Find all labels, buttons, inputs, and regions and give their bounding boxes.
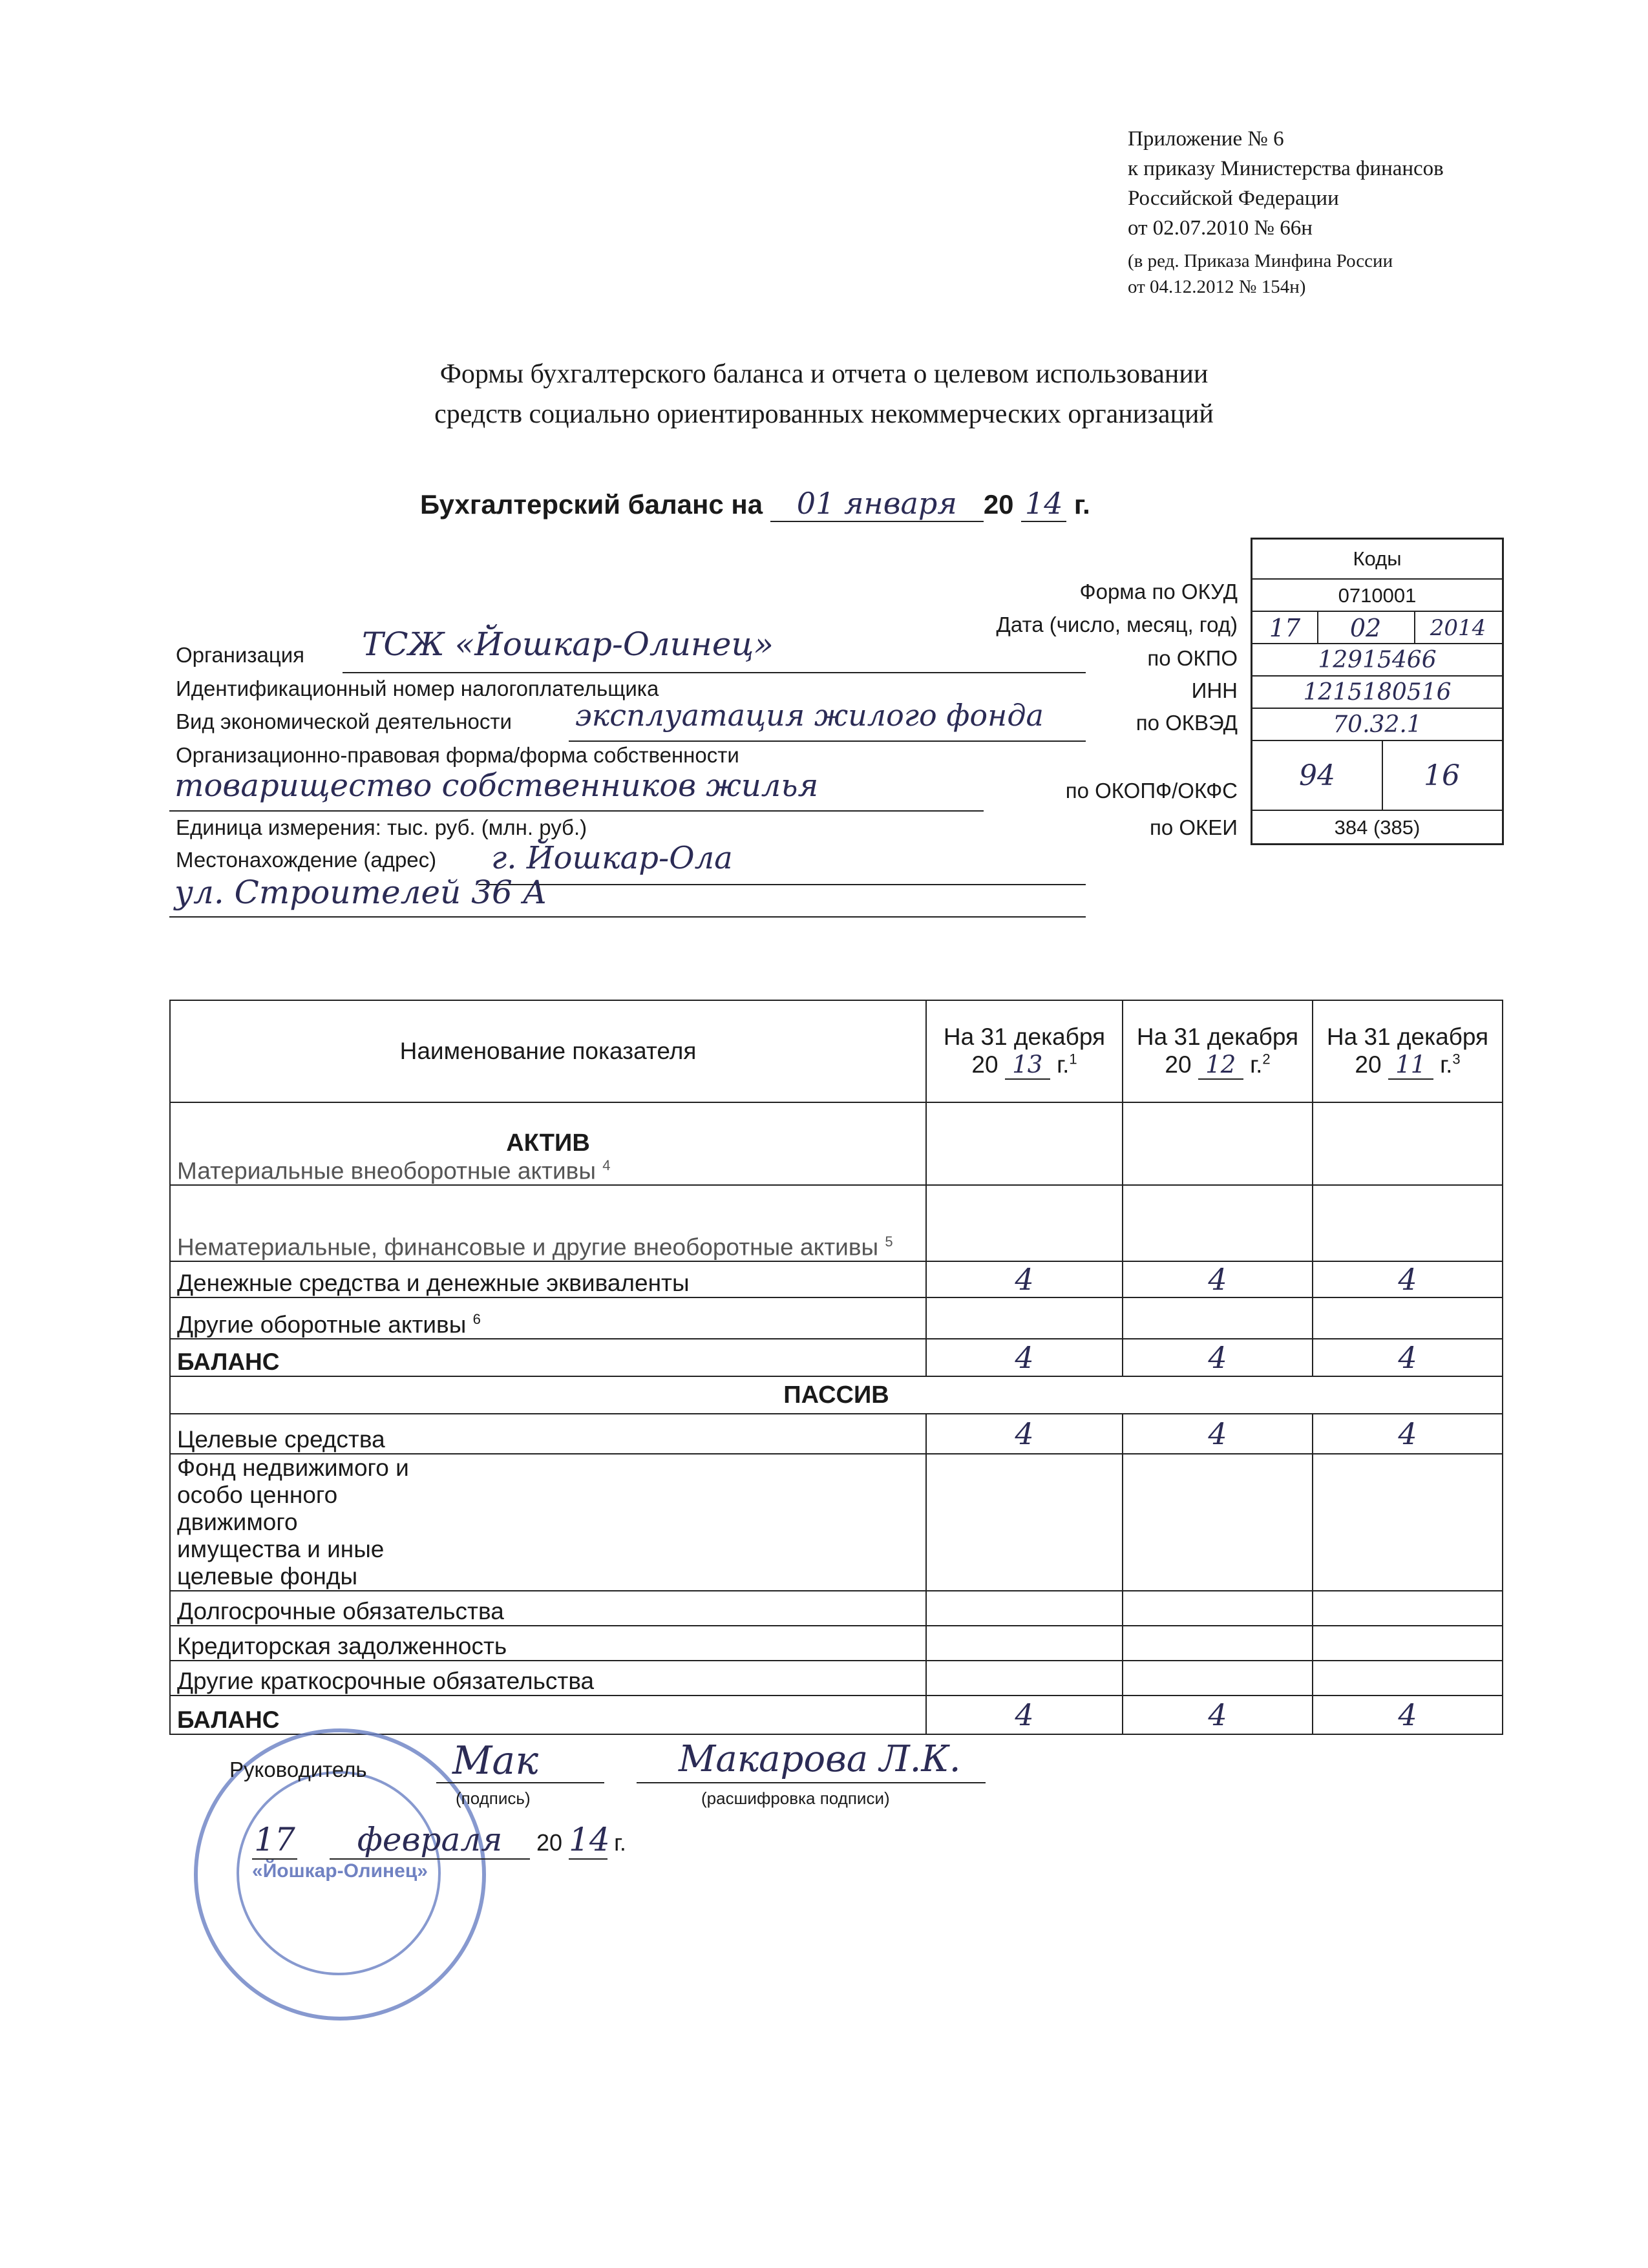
address-field-1[interactable]: г. Йошкар-Ола bbox=[491, 840, 733, 876]
value-cell[interactable] bbox=[926, 1626, 1123, 1661]
row-name: Долгосрочные обязательства bbox=[170, 1591, 926, 1626]
okved-field[interactable]: 70.32.1 bbox=[1252, 708, 1502, 741]
date-month-field[interactable]: 02 bbox=[1317, 612, 1415, 644]
activity-field[interactable]: эксплуатация жилого фонда bbox=[575, 698, 1044, 733]
form-title-line: Формы бухгалтерского баланса и отчета о целевом использовании bbox=[439, 359, 1209, 389]
value-cell[interactable]: 4 bbox=[926, 1261, 1123, 1297]
col-header-text: На 31 декабря bbox=[1136, 1023, 1299, 1050]
value-cell[interactable] bbox=[1313, 1626, 1503, 1661]
balance-table bbox=[169, 1000, 1503, 1735]
codes-box bbox=[1251, 538, 1504, 845]
value-cell[interactable] bbox=[1313, 1102, 1503, 1185]
value-cell[interactable]: 4 bbox=[1123, 1339, 1313, 1376]
year-prefix: 20 bbox=[983, 489, 1014, 520]
value-cell[interactable] bbox=[1313, 1661, 1503, 1696]
value-cell[interactable] bbox=[1123, 1102, 1313, 1185]
value-cell[interactable]: 4 bbox=[1123, 1696, 1313, 1734]
balance-year-field[interactable]: 14 bbox=[1021, 486, 1066, 522]
value-cell[interactable] bbox=[1123, 1591, 1313, 1626]
col-name-header: Наименование показателя bbox=[170, 1000, 926, 1102]
table-row bbox=[170, 1297, 1503, 1339]
year-suffix: г. bbox=[1073, 489, 1090, 520]
date-label: Дата (число, месяц, год) bbox=[996, 613, 1238, 636]
value-cell[interactable] bbox=[926, 1297, 1123, 1339]
value-cell[interactable] bbox=[1123, 1185, 1313, 1261]
sign-year-suffix: г. bbox=[614, 1829, 626, 1856]
appendix-line: (в ред. Приказа Минфина России bbox=[1128, 251, 1393, 271]
value-cell[interactable]: 4 bbox=[1123, 1261, 1313, 1297]
value-cell[interactable] bbox=[1313, 1297, 1503, 1339]
appendix-line: Приложение № 6 bbox=[1128, 127, 1284, 151]
org-label: Организация bbox=[176, 643, 305, 667]
value-cell[interactable] bbox=[926, 1102, 1123, 1185]
row-name: Нематериальные, финансовые и другие внеоборотные активы $^5$ bbox=[170, 1185, 926, 1261]
value-cell[interactable]: 4 bbox=[926, 1414, 1123, 1454]
signature-field[interactable]: Мак bbox=[452, 1738, 539, 1783]
sign-caption: (подпись) bbox=[456, 1789, 531, 1808]
okfs-field[interactable]: 16 bbox=[1424, 759, 1460, 792]
value-cell[interactable]: 4 bbox=[1313, 1339, 1503, 1376]
table-row bbox=[170, 1414, 1503, 1454]
date-code-row bbox=[1252, 611, 1502, 644]
value-cell[interactable] bbox=[1313, 1454, 1503, 1591]
value-cell[interactable] bbox=[926, 1454, 1123, 1591]
value-cell[interactable]: 4 bbox=[1123, 1414, 1313, 1454]
table-row bbox=[170, 1261, 1503, 1297]
col-header-text: На 31 декабря bbox=[1326, 1023, 1489, 1050]
row-name: БАЛАНС bbox=[170, 1696, 926, 1734]
address-label: Местонахождение (адрес) bbox=[176, 848, 437, 872]
row-name: Другие оборотные активы $^6$ bbox=[170, 1297, 926, 1339]
row-name: Целевые средства bbox=[170, 1414, 926, 1454]
balance-title-prefix: Бухгалтерский баланс на bbox=[420, 489, 763, 520]
value-cell[interactable]: 4 bbox=[1313, 1414, 1503, 1454]
table-row bbox=[170, 1661, 1503, 1696]
appendix-block bbox=[1128, 124, 1444, 300]
sign-day-field[interactable]: 17 bbox=[252, 1821, 297, 1860]
appendix-line: к приказу Министерства финансов bbox=[1128, 157, 1444, 180]
table-row bbox=[170, 1339, 1503, 1376]
table-row bbox=[170, 1591, 1503, 1626]
okopf-label: по ОКОПФ/ОКФС bbox=[1065, 779, 1238, 803]
okved-label: по ОКВЭД bbox=[1136, 711, 1238, 735]
date-day-field[interactable]: 17 bbox=[1252, 612, 1318, 644]
value-cell[interactable] bbox=[1313, 1185, 1503, 1261]
col-header-year: 20 13 г.$^1$ bbox=[971, 1050, 1077, 1078]
value-cell[interactable] bbox=[1123, 1661, 1313, 1696]
row-name: Кредиторская задолженность bbox=[170, 1626, 926, 1661]
sign-month-field[interactable]: февраля bbox=[330, 1821, 530, 1860]
row-name: Фонд недвижимого и особо ценного движимого имущества и иные целевые фонды bbox=[170, 1454, 926, 1591]
okpo-field[interactable]: 12915466 bbox=[1252, 643, 1502, 677]
col-header-year: 20 11 г.$^3$ bbox=[1355, 1050, 1461, 1078]
okopf-field[interactable]: 94 bbox=[1252, 741, 1383, 811]
table-row bbox=[170, 1626, 1503, 1661]
okei-code: 384 (385) bbox=[1252, 810, 1502, 845]
row-name: Денежные средства и денежные эквиваленты bbox=[170, 1261, 926, 1297]
value-cell[interactable] bbox=[926, 1185, 1123, 1261]
table-row bbox=[170, 1454, 1503, 1591]
codes-header: Коды bbox=[1353, 547, 1402, 570]
col-header-text: На 31 декабря bbox=[943, 1023, 1106, 1050]
value-cell[interactable] bbox=[1313, 1591, 1503, 1626]
decode-caption: (расшифровка подписи) bbox=[701, 1789, 890, 1808]
balance-title bbox=[420, 486, 1090, 522]
passiv-heading: ПАССИВ bbox=[170, 1376, 1503, 1414]
appendix-line: Российской Федерации bbox=[1128, 187, 1339, 210]
legal-form-label: Организационно-правовая форма/форма собственности bbox=[176, 743, 739, 767]
date-year-field[interactable]: 2014 bbox=[1430, 615, 1486, 641]
row-name: Другие краткосрочные обязательства bbox=[170, 1661, 926, 1696]
inn-label: Идентификационный номер налогоплательщика bbox=[176, 677, 659, 700]
value-cell[interactable]: 4 bbox=[1313, 1261, 1503, 1297]
table-row bbox=[170, 1185, 1503, 1261]
value-cell[interactable]: 4 bbox=[1313, 1696, 1503, 1734]
table-row bbox=[170, 1102, 1503, 1185]
value-cell[interactable] bbox=[1123, 1626, 1313, 1661]
okopf-okfs-row bbox=[1252, 740, 1502, 811]
row-name: БАЛАНС bbox=[170, 1339, 926, 1376]
col-header-2011 bbox=[1313, 1000, 1503, 1102]
balance-date-field[interactable]: 01 января bbox=[770, 486, 984, 522]
appendix-line: от 04.12.2012 № 154н) bbox=[1128, 277, 1306, 297]
value-cell[interactable] bbox=[1123, 1454, 1313, 1591]
form-title-line: средств социально ориентированных некоммерческих организаций bbox=[434, 399, 1214, 429]
legal-form-field[interactable]: товарищество собственников жилья bbox=[174, 768, 819, 804]
stamp-center-text: «Йошкар-Олинец» bbox=[252, 1860, 428, 1882]
value-cell[interactable] bbox=[1123, 1297, 1313, 1339]
col-header-2013 bbox=[926, 1000, 1123, 1102]
value-cell[interactable] bbox=[926, 1661, 1123, 1696]
col-header-year: 20 12 г.$^2$ bbox=[1165, 1050, 1271, 1078]
unit-label: Единица измерения: тыс. руб. (млн. руб.) bbox=[176, 815, 587, 839]
inn-code-label: ИНН bbox=[1191, 678, 1238, 702]
activity-label: Вид экономической деятельности bbox=[176, 709, 512, 733]
org-field[interactable]: ТСЖ «Йошкар-Олинец» bbox=[362, 625, 774, 663]
table-row bbox=[170, 1696, 1503, 1734]
sign-year-field[interactable]: 14 bbox=[569, 1821, 610, 1858]
row-name: АКТИВ Материальные внеоборотные активы $^4$ bbox=[170, 1102, 926, 1185]
okud-code: 0710001 bbox=[1252, 578, 1502, 612]
inn-field[interactable]: 1215180516 bbox=[1252, 675, 1502, 709]
address-field-2[interactable]: ул. Строителей 36 А bbox=[174, 874, 547, 911]
col-year-field[interactable]: 12 bbox=[1198, 1051, 1243, 1080]
sign-year-prefix: 20 bbox=[536, 1829, 563, 1856]
table-header-row bbox=[170, 1000, 1503, 1102]
value-cell[interactable]: 4 bbox=[926, 1696, 1123, 1734]
sign-date bbox=[252, 1821, 626, 1860]
value-cell[interactable] bbox=[926, 1591, 1123, 1626]
col-header-2012 bbox=[1123, 1000, 1313, 1102]
appendix-line: от 02.07.2010 № 66н bbox=[1128, 216, 1313, 240]
aktiv-heading: АКТИВ bbox=[506, 1129, 590, 1157]
head-label: Руководитель bbox=[229, 1758, 367, 1781]
col-year-field[interactable]: 11 bbox=[1388, 1051, 1433, 1080]
okpo-label: по ОКПО bbox=[1147, 646, 1238, 670]
okei-label: по ОКЕИ bbox=[1149, 815, 1238, 839]
form-title bbox=[0, 354, 1648, 434]
table-row bbox=[170, 1376, 1503, 1414]
name-decode-field[interactable]: Макарова Л.К. bbox=[679, 1738, 961, 1780]
okud-label: Форма по ОКУД bbox=[1079, 580, 1238, 604]
col-year-field[interactable]: 13 bbox=[1005, 1051, 1050, 1080]
value-cell[interactable]: 4 bbox=[926, 1339, 1123, 1376]
